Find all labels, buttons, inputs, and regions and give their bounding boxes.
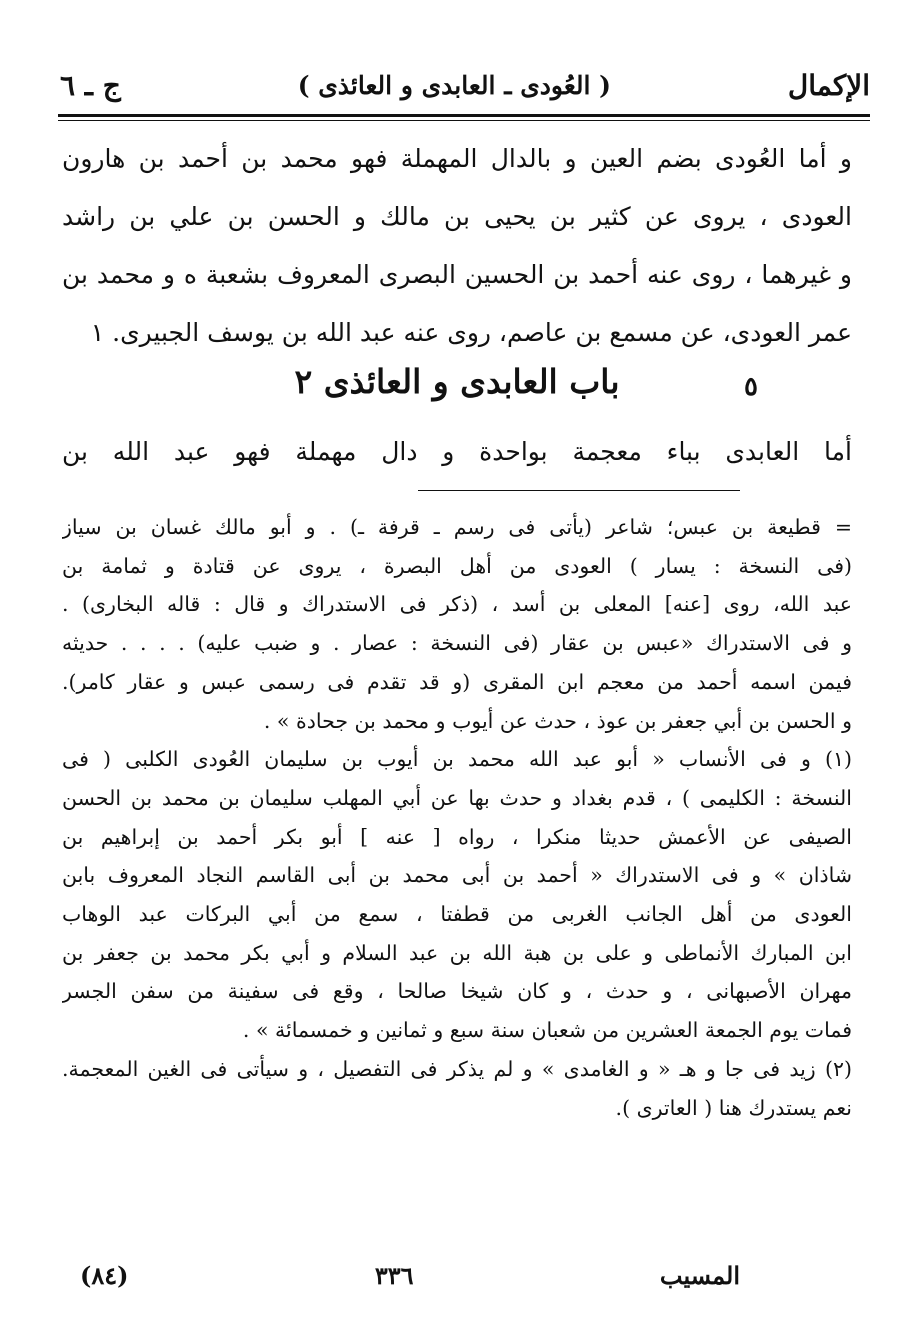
footer-signature: المسيب — [659, 1260, 740, 1290]
chapter-first-line: أما العابدى بباء معجمة بواحدة و دال مهملة فهو عبد الله بن — [62, 437, 852, 466]
footnote-line: شاذان » و فى الاستدراك « أحمد بن أبى محمد بن أبى القاسم النجاد المعروف بابن — [62, 863, 852, 888]
page-number: ٣٣٦ — [374, 1260, 414, 1290]
header-rule-thick — [58, 114, 870, 117]
footnotes — [62, 508, 852, 1127]
footnote-line: فيمن اسمه أحمد من معجم ابن المقرى (و قد تقدم فى رسمى عبس و عقار كامر). — [62, 669, 852, 694]
sheet-number: (٨٤) — [80, 1260, 129, 1290]
book-title: الإكمال — [787, 68, 870, 102]
footnote-line: العودى من أهل الجانب الغربى من قطفتا ، سمع من أبي البركات عبد الوهاب — [62, 902, 852, 927]
footnote-line: و الحسن بن أبي جعفر بن عوذ ، حدث عن أيوب و محمد بن جحادة » . — [263, 708, 852, 733]
footnote-line: نعم يستدرك هنا ( العاترى ). — [615, 1095, 852, 1120]
footnote-line: الصيفى عن الأعمش حديثا منكرا ، رواه [ عنه ] أبو بكر أحمد بن إبراهيم بن — [62, 824, 852, 849]
header-rule-thin — [58, 120, 870, 121]
footnote-line: (١) و فى الأنساب « أبو عبد الله محمد بن أيوب بن سليمان العُودى الكلبى ( فى — [62, 747, 852, 772]
text-line: و أما العُودى بضم العين و بالدال المهملة فهو محمد بن أحمد بن هارون — [62, 144, 852, 173]
main-text — [62, 130, 852, 362]
footnote-line: ابن المبارك الأنماطى و على بن هبة الله بن عبد السلام و أبي بكر محمد بن جعفر بن — [62, 940, 852, 965]
footnote-separator — [418, 490, 740, 491]
footnote-line: (فى النسخة : يسار ) العودى من أهل البصرة ، يروى عن قتادة و ثمامة بن — [62, 553, 852, 578]
section-title: ( العُودى ـ العابدى و العائذى ) — [297, 70, 611, 100]
footnote-line: (٢) زيد فى جا و هـ « و الغامدى » و لم يذكر فى التفصيل ، و سيأتى فى الغين المعجمة. — [62, 1056, 852, 1081]
line-marker: ٥ — [744, 372, 758, 402]
text-line: عمر العودى، عن مسمع بن عاصم، روى عنه عبد الله بن يوسف الجبيرى. ١ — [90, 318, 852, 347]
volume-number: ج ـ ٦ — [60, 68, 121, 102]
running-header — [60, 62, 870, 108]
footnote-line: و فى الاستدراك «عبس بن عقار (فى النسخة : عصار . و ضبب عليه) . . . . حديثه — [62, 631, 852, 656]
chapter-heading: باب العابدى و العائذى ٢ — [294, 362, 620, 401]
page-footer — [80, 1255, 740, 1295]
footnote-line: مهران الأصبهانى ، و حدث ، و كان شيخا صالحا ، وقع فى سفينة من سفن الجسر — [62, 979, 852, 1004]
footnote-line: = قطيعة بن عبس؛ شاعر (يأتى فى رسم ـ قرفة ـ) . و أبو مالك غسان بن سياز — [62, 515, 852, 539]
footnote-line: عبد الله، روى [عنه] المعلى بن أسد ، (ذكر فى الاستدراك و قال : قاله البخارى) . — [62, 592, 852, 617]
text-line: و غيرهما ، روى عنه أحمد بن الحسين البصرى المعروف بشعبة ه و محمد بن — [62, 260, 852, 289]
footnote-line: النسخة : الكليمى ) ، قدم بغداد و حدث بها عن أبي المهلب سليمان بن محمد بن الحسن — [62, 785, 852, 810]
footnote-line: فمات يوم الجمعة العشرين من شعبان سنة سبع و ثمانين و خمسمائة » . — [242, 1018, 852, 1043]
text-line: العودى ، يروى عن كثير بن يحيى بن مالك و الحسن بن علي بن راشد — [62, 202, 852, 231]
